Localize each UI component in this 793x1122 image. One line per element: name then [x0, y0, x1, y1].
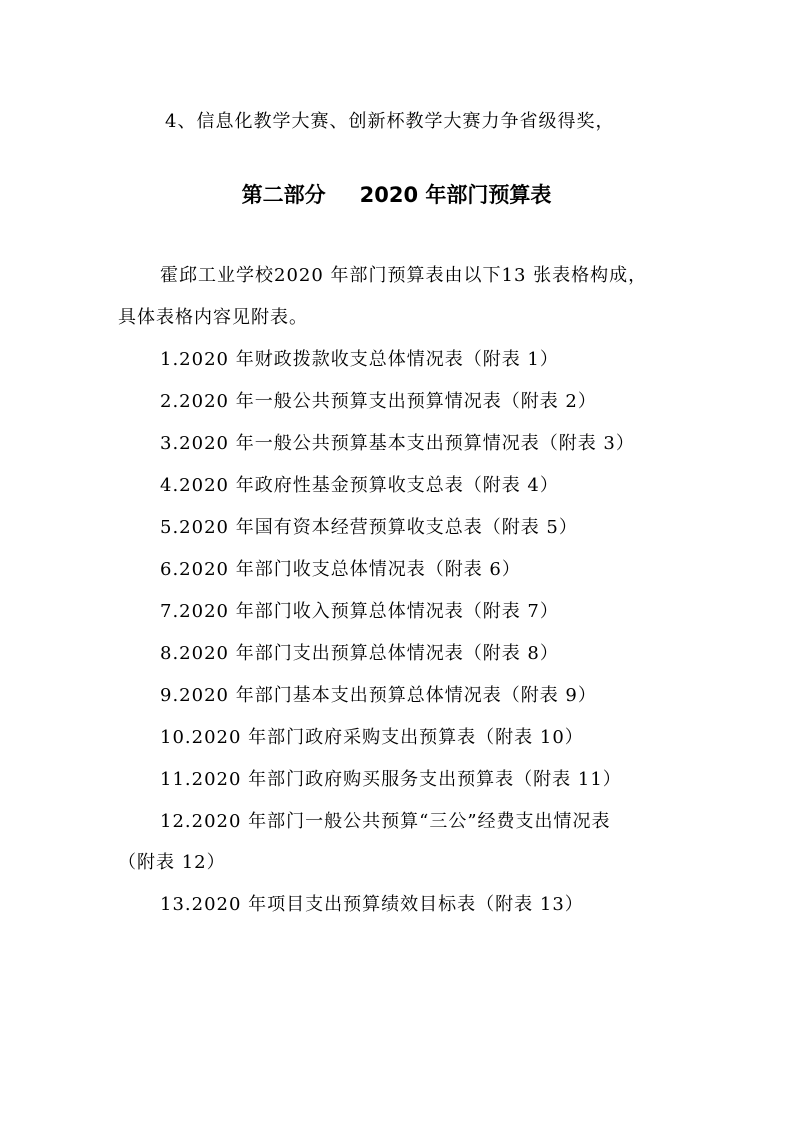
list-item: 4.2020 年政府性基金预算收支总表（附表 4） — [160, 475, 559, 496]
list-item: 7.2020 年部门收入预算总体情况表（附表 7） — [160, 601, 559, 622]
list-item-continuation: （附表 12） — [118, 852, 226, 873]
section-part-label: 第二部分 — [241, 183, 326, 207]
section-heading — [0, 181, 793, 209]
list-item: 3.2020 年一般公共预算基本支出预算情况表（附表 3） — [160, 433, 635, 454]
list-item: 1.2020 年财政拨款收支总体情况表（附表 1） — [160, 349, 559, 370]
list-item: 5.2020 年国有资本经营预算收支总表（附表 5） — [160, 517, 578, 538]
list-item: 12.2020 年部门一般公共预算“三公”经费支出情况表 — [160, 811, 611, 832]
list-item: 9.2020 年部门基本支出预算总体情况表（附表 9） — [160, 685, 597, 706]
list-item: 10.2020 年部门政府采购支出预算表（附表 10） — [160, 727, 584, 748]
section-title: 2020 年部门预算表 — [359, 183, 552, 207]
paragraph-line-2: 具体表格内容见附表。 — [118, 307, 308, 328]
list-item: 6.2020 年部门收支总体情况表（附表 6） — [160, 559, 521, 580]
intro-line: 4、信息化教学大赛、创新杯教学大赛力争省级得奖， — [165, 111, 615, 132]
list-item: 13.2020 年项目支出预算绩效目标表（附表 13） — [160, 894, 584, 915]
list-item: 11.2020 年部门政府购买服务支出预算表（附表 11） — [160, 769, 622, 790]
list-item: 2.2020 年一般公共预算支出预算情况表（附表 2） — [160, 391, 597, 412]
list-item: 8.2020 年部门支出预算总体情况表（附表 8） — [160, 643, 559, 664]
paragraph-line-1: 霍邱工业学校2020 年部门预算表由以下13 张表格构成， — [160, 265, 648, 286]
